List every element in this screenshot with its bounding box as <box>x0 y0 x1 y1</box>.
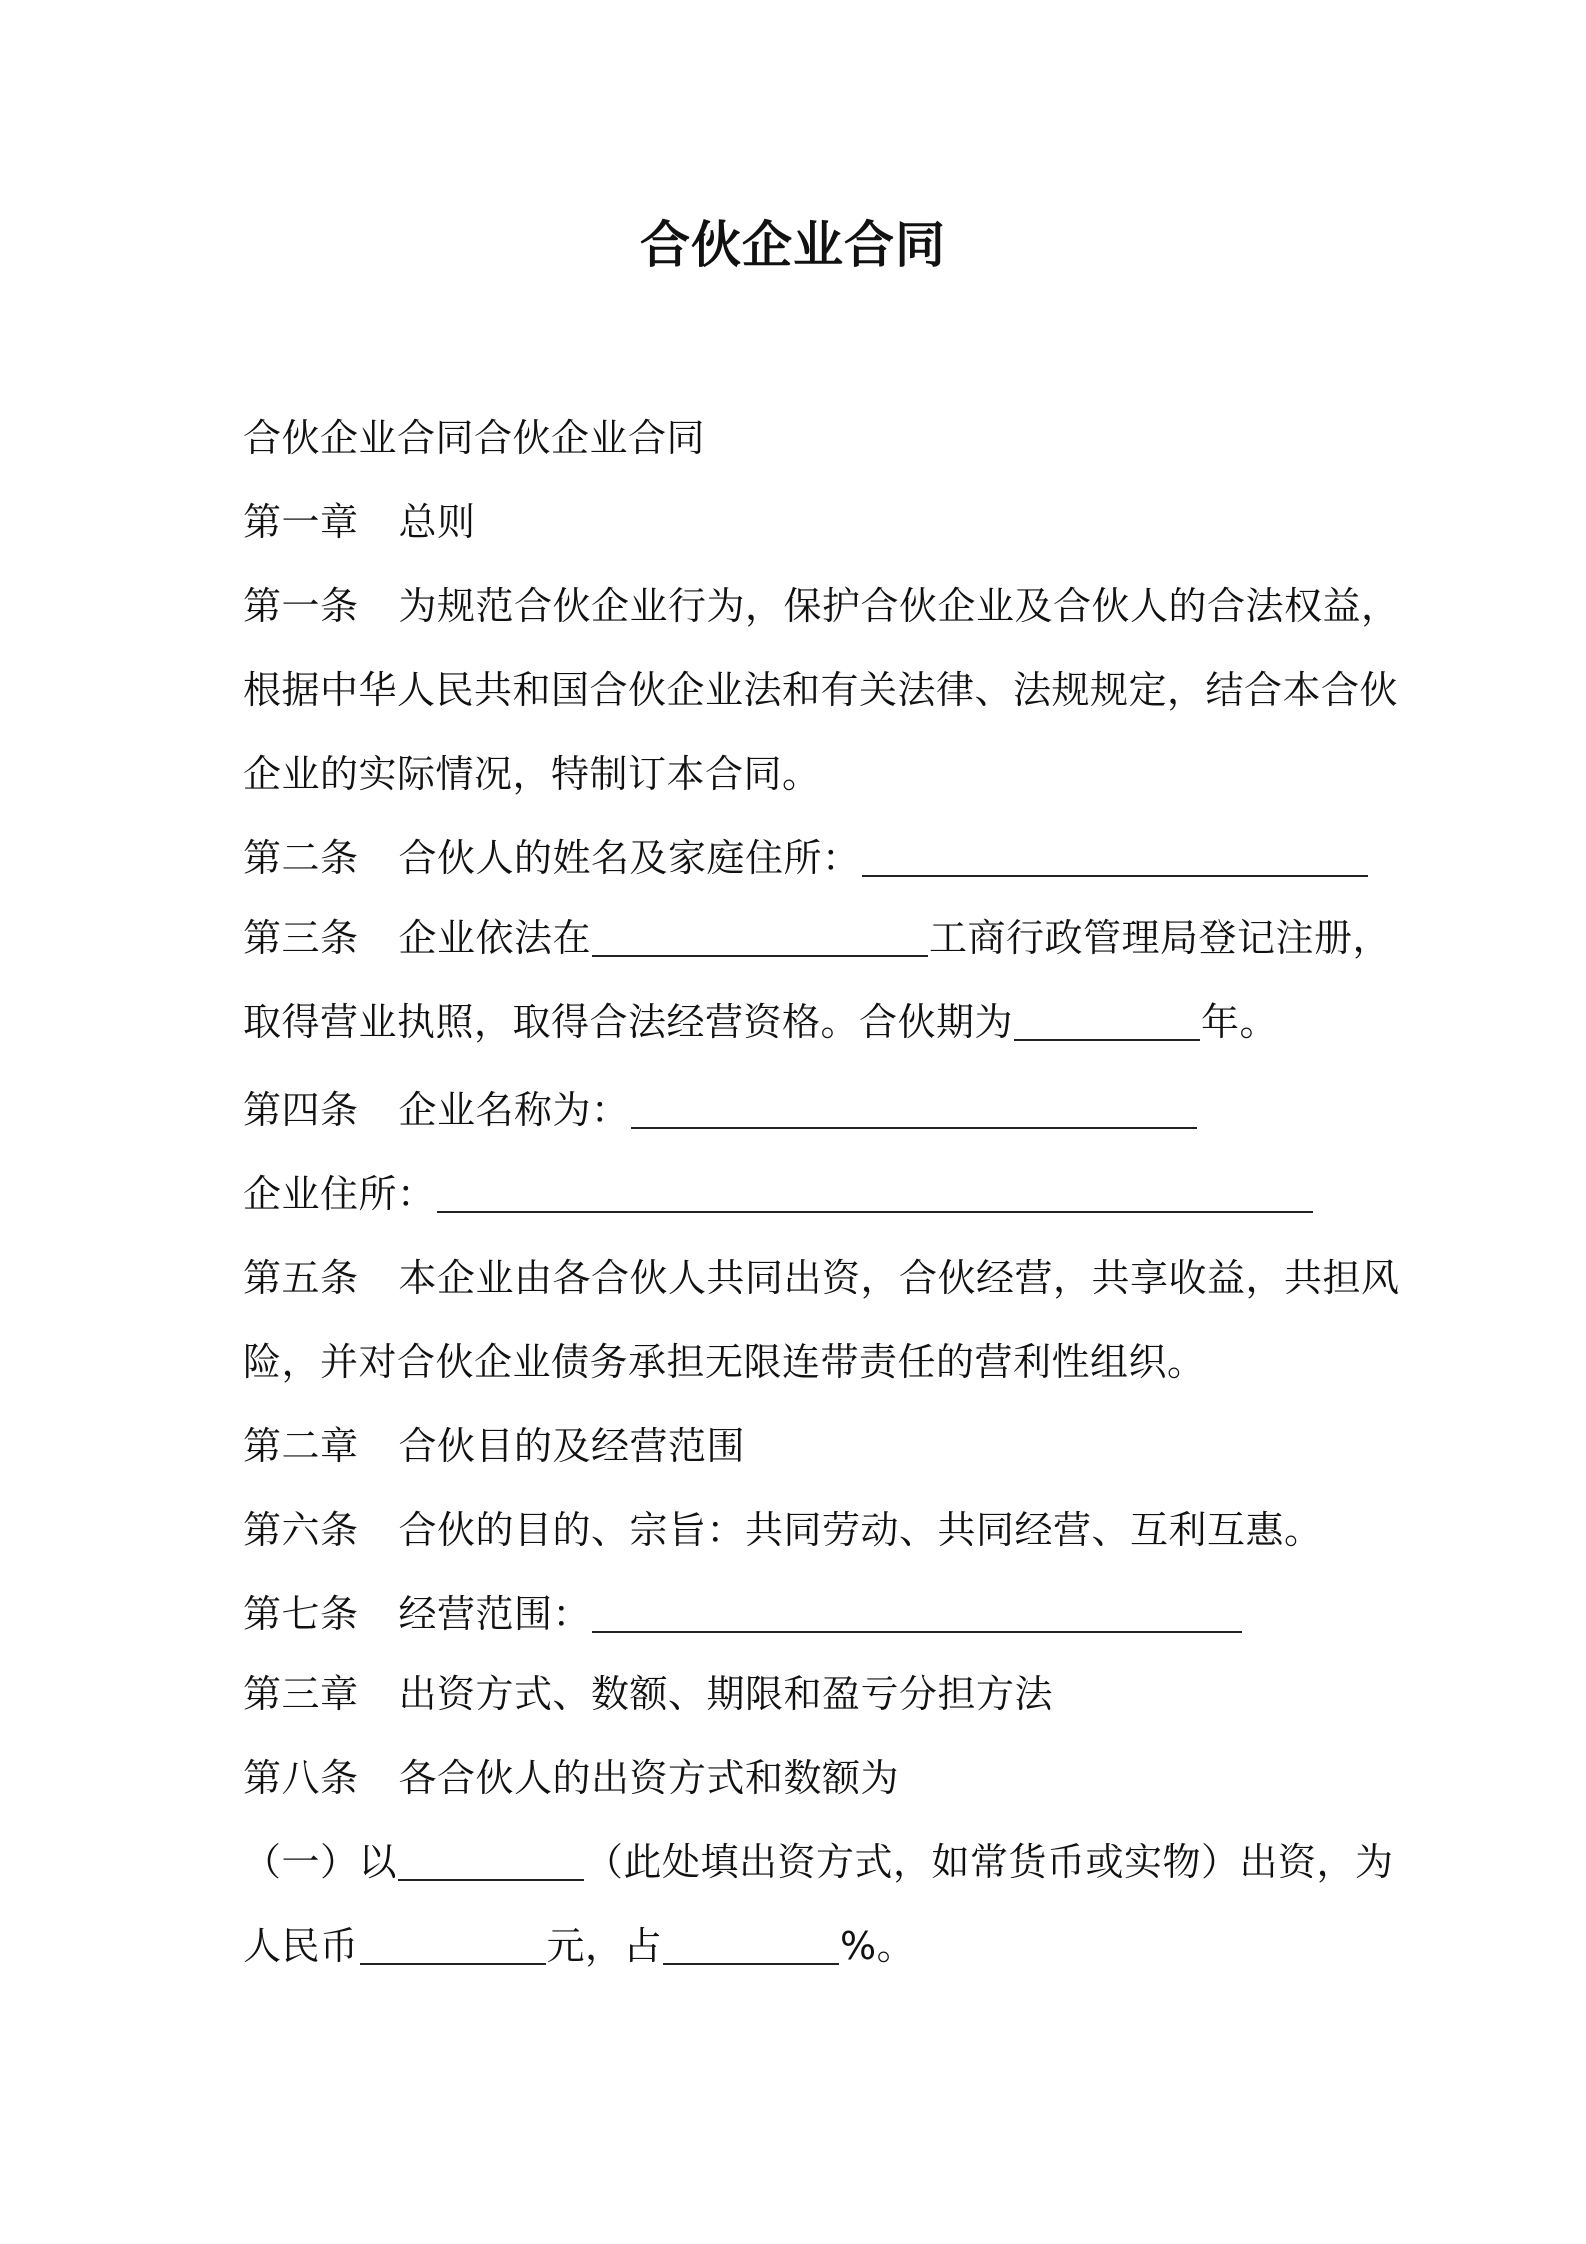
article-1-line-3: 企业的实际情况，特制订本合同。 <box>243 752 821 796</box>
chapter-label: 第二章 <box>243 1424 359 1468</box>
article-text: 企业依法在 <box>398 916 592 960</box>
chapter-title: 出资方式、数额、期限和盈亏分担方法 <box>398 1672 1054 1716</box>
article-8-item-1-line-2 <box>243 1920 915 1972</box>
article-label: 第五条 <box>243 1256 359 1300</box>
item-text: 元，占 <box>546 1924 663 1968</box>
item-text: （一）以 <box>243 1840 398 1884</box>
subtitle: 合伙企业合同合伙企业合同 <box>243 416 706 460</box>
article-text: 经营范围： <box>398 1592 592 1636</box>
chapter-label: 第一章 <box>243 500 359 544</box>
article-text: 企业名称为： <box>398 1088 630 1132</box>
article-label: 第八条 <box>243 1756 359 1800</box>
article-2 <box>243 832 1369 884</box>
fill-in-blank[interactable] <box>592 919 928 957</box>
article-text: 本企业由各合伙人共同出资，合伙经营，共享收益，共担风 <box>398 1256 1400 1300</box>
article-5-line-1 <box>243 1252 1400 1304</box>
article-label: 第三条 <box>243 916 359 960</box>
article-text: 年。 <box>1201 1000 1279 1044</box>
article-text: 各合伙人的出资方式和数额为 <box>398 1756 900 1800</box>
chapter-3-heading <box>243 1668 1053 1720</box>
article-1-line-1 <box>243 580 1400 632</box>
article-label: 第四条 <box>243 1088 359 1132</box>
fill-in-blank[interactable] <box>398 1843 584 1881</box>
article-label: 第二条 <box>243 836 359 880</box>
article-6 <box>243 1504 1323 1556</box>
article-label: 第六条 <box>243 1508 359 1552</box>
chapter-2-heading <box>243 1420 745 1472</box>
article-4 <box>243 1084 1198 1136</box>
article-4-address <box>243 1168 1314 1220</box>
article-text: 取得营业执照，取得合法经营资格。合伙期为 <box>243 1000 1014 1044</box>
fill-in-blank[interactable] <box>663 1927 839 1965</box>
article-8 <box>243 1752 899 1804</box>
fill-in-blank[interactable] <box>862 839 1368 877</box>
article-label: 第一条 <box>243 584 359 628</box>
article-3-line-2 <box>243 996 1278 1048</box>
article-text: 合伙人的姓名及家庭住所： <box>398 836 861 880</box>
article-8-item-1 <box>243 1836 1394 1888</box>
chapter-title: 合伙目的及经营范围 <box>398 1424 746 1468</box>
fill-in-blank[interactable] <box>1014 1003 1200 1041</box>
article-text: 合伙的目的、宗旨：共同劳动、共同经营、互利互惠。 <box>398 1508 1323 1552</box>
fill-in-blank[interactable] <box>360 1927 546 1965</box>
fill-in-blank[interactable] <box>631 1091 1197 1129</box>
article-label: 第七条 <box>243 1592 359 1636</box>
article-text: 企业住所： <box>243 1172 436 1216</box>
chapter-title: 总则 <box>398 500 476 544</box>
fill-in-blank[interactable] <box>437 1175 1313 1213</box>
article-text: 为规范合伙企业行为，保护合伙企业及合伙人的合法权益， <box>398 584 1400 628</box>
fill-in-blank[interactable] <box>592 1595 1242 1633</box>
article-7 <box>243 1588 1243 1640</box>
chapter-label: 第三章 <box>243 1672 359 1716</box>
chapter-1-heading <box>243 496 476 548</box>
document-title: 合伙企业合同 <box>640 216 946 274</box>
article-3-line-1 <box>243 912 1391 964</box>
article-1-line-2: 根据中华人民共和国合伙企业法和有关法律、法规规定，结合本合伙 <box>243 668 1399 712</box>
item-text: 人民币 <box>243 1924 359 1968</box>
article-5-line-2: 险，并对合伙企业债务承担无限连带责任的营利性组织。 <box>243 1340 1206 1384</box>
item-text: （此处填出资方式，如常货币或实物）出资，为 <box>585 1840 1394 1884</box>
item-text: %。 <box>840 1924 916 1968</box>
article-text: 工商行政管理局登记注册， <box>929 916 1392 960</box>
